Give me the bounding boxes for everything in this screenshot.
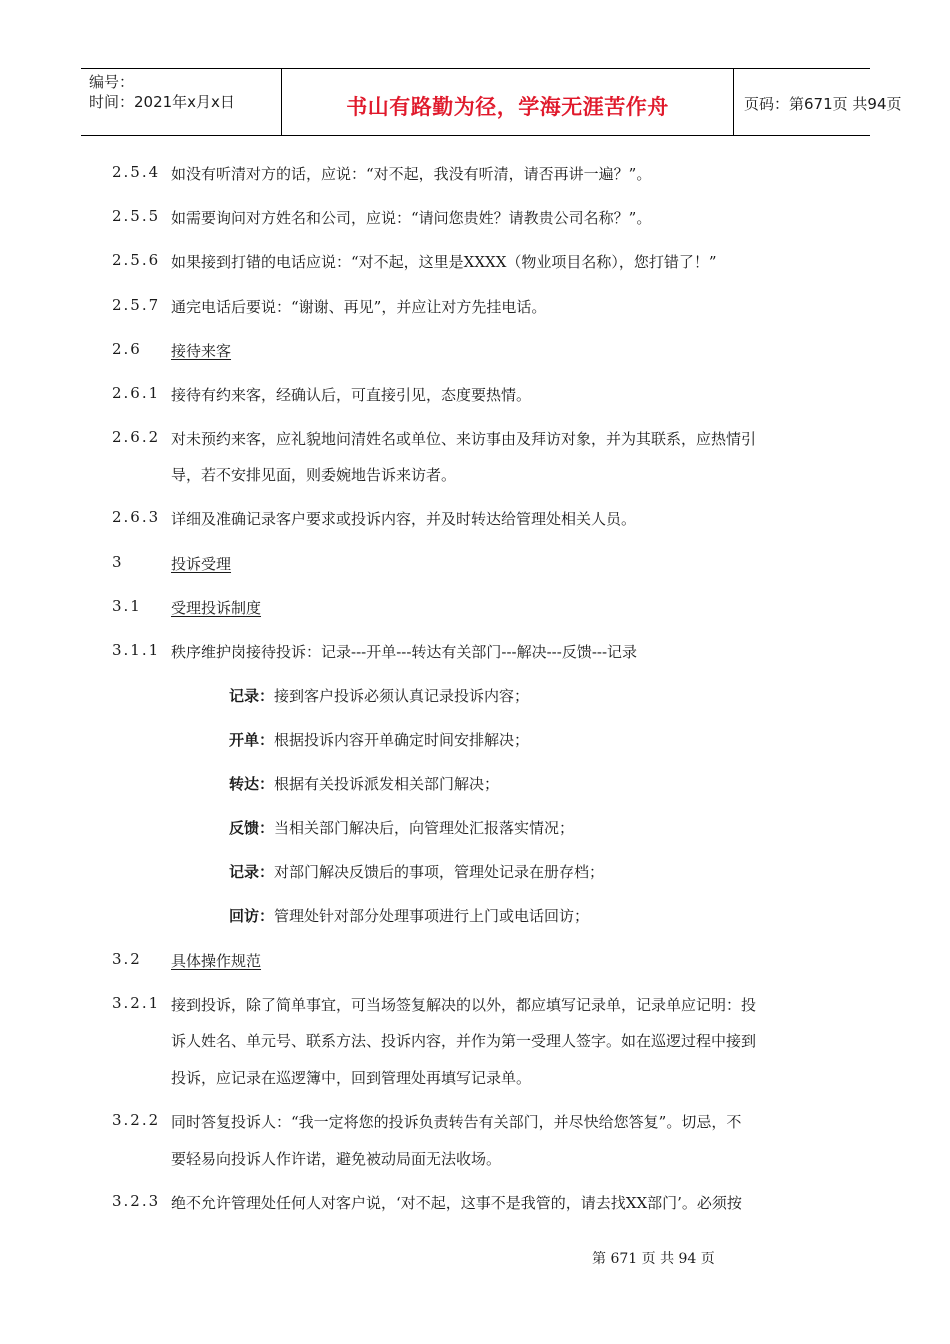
step-term: 记录： xyxy=(229,687,275,705)
clause-text: 同时答复投诉人：“我一定将您的投诉负责转告有关部门，并尽快给您答复”。切忌，不 xyxy=(171,1113,742,1131)
step-term: 反馈： xyxy=(229,819,275,837)
clause-text: 绝不允许管理处任何人对客户说，‘对不起，这事不是我管的，请去找XX部门’。必须按 xyxy=(171,1194,742,1212)
clause-text: 如没有听清对方的话，应说：“对不起，我没有听清，请否再讲一遍？”。 xyxy=(171,165,652,183)
clause-text: 投诉，应记录在巡逻簿中，回到管理处再填写记录单。 xyxy=(171,1069,532,1087)
section-number: 3.1 xyxy=(112,597,142,615)
clause-text: 如果接到打错的电话应说：“对不起，这里是XXXX（物业项目名称），您打错了！” xyxy=(171,253,717,271)
date-line: 时间：2021年x月x日 xyxy=(89,93,235,111)
step-desc: 接到客户投诉必须认真记录投诉内容； xyxy=(274,687,530,705)
clause-text: 对未预约来客，应礼貌地问清姓名或单位、来访事由及拜访对象，并为其联系，应热情引 xyxy=(171,430,757,448)
section-number: 3 xyxy=(112,553,124,571)
process-step xyxy=(229,685,529,706)
step-desc: 当相关部门解决后，向管理处汇报落实情况； xyxy=(274,819,575,837)
clause-text: 诉人姓名、单元号、联系方法、投诉内容，并作为第一受理人签字。如在巡逻过程中接到 xyxy=(171,1032,757,1050)
page-code: 页码：第671页 共94页 xyxy=(744,95,902,113)
clause-number: 2.6.2 xyxy=(112,428,161,446)
section-number: 2.6 xyxy=(112,340,142,358)
clause-number: 2.6.1 xyxy=(112,384,161,402)
clause-number: 2.6.3 xyxy=(112,508,161,526)
document-header xyxy=(81,68,902,136)
step-desc: 根据有关投诉派发相关部门解决； xyxy=(274,775,500,793)
process-step xyxy=(229,729,529,750)
clause-number: 2.5.5 xyxy=(112,207,161,225)
process-step xyxy=(229,817,574,838)
clause-number: 2.5.4 xyxy=(112,163,161,181)
process-step xyxy=(229,861,604,882)
section-heading: 接待来客 xyxy=(171,342,232,360)
clause-number: 3.2.1 xyxy=(112,994,161,1012)
process-step xyxy=(229,773,499,794)
header-motto-cell xyxy=(282,69,734,135)
section-heading: 具体操作规范 xyxy=(171,952,262,970)
clause-text: 接到投诉，除了简单事宜，可当场签复解决的以外，都应填写记录单，记录单应记明：投 xyxy=(171,996,757,1014)
step-term: 回访： xyxy=(229,907,275,925)
number-label: 编号： xyxy=(89,73,135,91)
clause-text: 如需要询问对方姓名和公司，应说：“请问您贵姓？请教贵公司名称？”。 xyxy=(171,209,652,227)
header-meta-cell xyxy=(81,69,282,135)
process-step xyxy=(229,905,589,926)
clause-number: 3.2.2 xyxy=(112,1111,161,1129)
clause-number: 2.5.7 xyxy=(112,296,161,314)
header-page-cell xyxy=(734,69,902,135)
motto: 书山有路勤为径，学海无涯苦作舟 xyxy=(346,95,669,119)
section-number: 3.2 xyxy=(112,950,142,968)
step-term: 转达： xyxy=(229,775,275,793)
page-footer: 第 671 页 共 94 页 xyxy=(592,1251,715,1267)
step-term: 记录： xyxy=(229,863,275,881)
step-desc: 管理处针对部分处理事项进行上门或电话回访； xyxy=(274,907,590,925)
step-term: 开单： xyxy=(229,731,275,749)
clause-text: 要轻易向投诉人作许诺，避免被动局面无法收场。 xyxy=(171,1150,502,1168)
clause-number: 3.1.1 xyxy=(112,641,161,659)
clause-text: 详细及准确记录客户要求或投诉内容，并及时转达给管理处相关人员。 xyxy=(171,510,637,528)
section-heading: 受理投诉制度 xyxy=(171,599,262,617)
clause-number: 2.5.6 xyxy=(112,251,161,269)
clause-text: 秩序维护岗接待投诉：记录---开单---转达有关部门---解决---反馈---记录 xyxy=(171,643,638,661)
step-desc: 对部门解决反馈后的事项，管理处记录在册存档； xyxy=(274,863,605,881)
clause-number: 3.2.3 xyxy=(112,1192,161,1210)
step-desc: 根据投诉内容开单确定时间安排解决； xyxy=(274,731,530,749)
section-heading: 投诉受理 xyxy=(171,555,232,573)
clause-text: 通完电话后要说：“谢谢、再见”，并应让对方先挂电话。 xyxy=(171,298,547,316)
clause-text: 导，若不安排见面，则委婉地告诉来访者。 xyxy=(171,466,457,484)
clause-text: 接待有约来客，经确认后，可直接引见，态度要热情。 xyxy=(171,386,532,404)
